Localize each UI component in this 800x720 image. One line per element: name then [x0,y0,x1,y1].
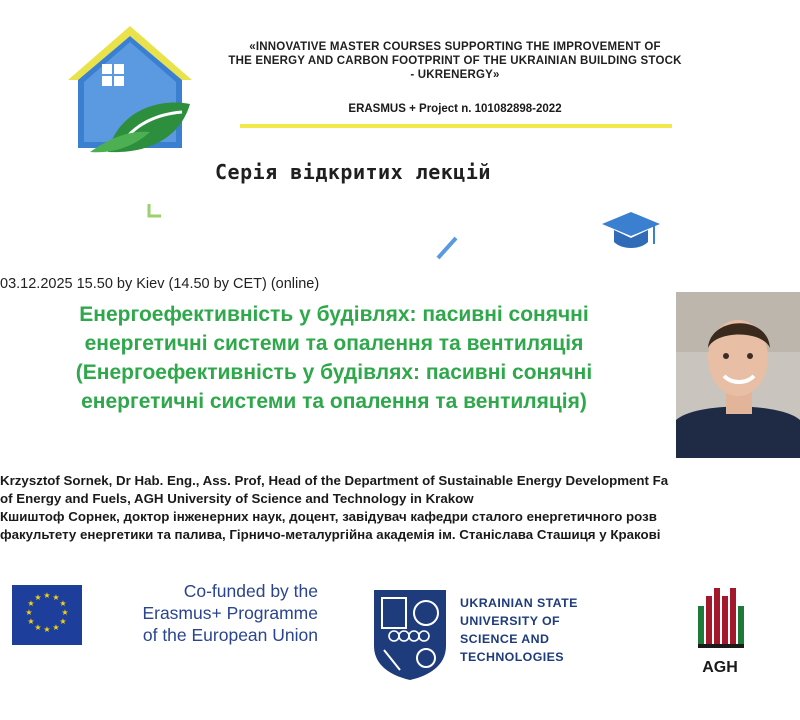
usu-name [460,594,578,666]
eu-text-line-1: Co-funded by the [183,581,318,601]
eu-text-line-3: of the European Union [142,625,318,645]
check-mark-icon [145,200,165,220]
speaker-line-1: Krzysztof Sornek, Dr Hab. Eng., Ass. Prof, Head of the Department of Sustainable Energy Development Fa [0,473,669,488]
speaker-photo [676,292,800,458]
usu-line-4: TECHNOLOGIES [460,650,564,664]
speaker-line-2: of Energy and Fuels, AGH University of Science and Technology in Krakow [0,491,474,506]
lecture-title-line-3: (Енергоефективність у будівлях: пасивні сонячні [75,361,593,384]
svg-text:★: ★ [61,608,69,617]
project-number: ERASMUS + Project n. 101082898-2022 [348,103,562,115]
house-logo-icon [60,20,200,165]
svg-text:★: ★ [27,617,35,626]
eu-text-line-2: Erasmus+ Programme [142,603,318,623]
svg-text:★: ★ [52,623,60,632]
lecture-title-line-2: енергетичні системи та опалення та вентиляція [84,332,584,355]
lecture-title-line-1: Енергоефективність у будівлях: пасивні сонячні [79,303,589,326]
svg-text:★: ★ [59,599,67,608]
svg-text:★: ★ [34,623,42,632]
eu-cofunded-text [98,580,318,646]
lecture-date: 03.12.2025 15.50 by Kiev (14.50 by CET) (online) [0,276,320,292]
lecture-title [0,300,670,416]
usu-shield-icon [370,586,450,682]
project-line-3: - UKRENERGY» [410,69,500,81]
speaker-line-3: Кшиштоф Сорнек, доктор інженерних наук, доцент, завідувач кафедри сталого енергетичного розв [0,509,657,524]
svg-text:★: ★ [52,593,60,602]
pencil-icon [432,232,462,262]
usu-line-3: SCIENCE AND [460,632,550,646]
svg-text:★: ★ [27,599,35,608]
svg-text:★: ★ [25,608,33,617]
svg-text:★: ★ [59,617,67,626]
speaker-line-4: факультету енергетики та палива, Гірничо-металургійна академія ім. Станіслава Сташиця у Кракові [0,527,661,542]
graduation-cap-icon [600,208,662,254]
usu-line-2: UNIVERSITY OF [460,614,560,628]
accent-divider [240,124,672,128]
project-line-1: «INNOVATIVE MASTER COURSES SUPPORTING THE IMPROVEMENT OF [249,41,661,53]
svg-text:★: ★ [43,591,51,600]
svg-text:★: ★ [34,593,42,602]
usu-line-1: UKRAINIAN STATE [460,596,578,610]
series-title: Серія відкритих лекцій [215,160,491,184]
project-line-2: THE ENERGY AND CARBON FOOTPRINT OF THE UKRAINIAN BUILDING STOCK [228,55,682,67]
svg-text:★: ★ [43,625,51,634]
lecture-title-line-4: енергетичні системи та опалення та вентиляція) [81,390,587,413]
eu-flag-icon [12,585,82,645]
agh-label: AGH [702,659,738,676]
project-title [190,40,720,82]
speaker-info [0,472,800,544]
agh-logo-icon [694,588,746,678]
